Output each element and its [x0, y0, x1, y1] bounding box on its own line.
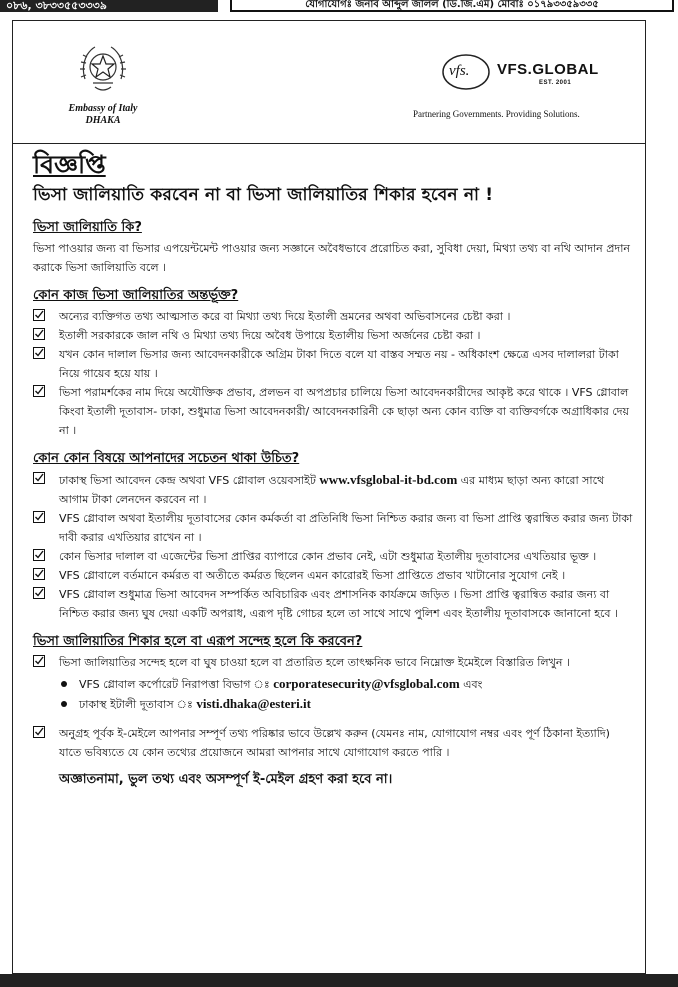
checkbox-icon — [33, 511, 45, 523]
checkbox-icon — [33, 309, 45, 321]
section-what-to-do: ভিসা জালিয়াতির শিকার হলে বা এরূপ সন্দেহ হলে কি করবেন? — [33, 634, 363, 649]
section-what-is-fraud: ভিসা জালিয়াতি কি? — [33, 220, 142, 235]
top-left-text: ০৮৬, ৩৮৩৩৫৫৩৩৩৯ — [0, 0, 218, 12]
email-bullet-embassy — [33, 694, 633, 714]
checkbox-icon — [33, 472, 45, 484]
fraud-act-item — [33, 326, 633, 345]
final-note: অজ্ঞাতনামা, ভুল তথ্য এবং অসম্পূর্ণ ই-মেইল গ্রহণ করা হবে না। — [59, 772, 393, 787]
checkbox-icon — [33, 655, 45, 667]
embassy-title: Embassy of Italy — [68, 103, 138, 114]
top-contact-text: যোগাযোগঃ জনাব আব্দুল জলিল (ডি.জি.এম) মোবাঃ ০১৭৯৩৩৫৯৩৩৫ — [230, 0, 674, 12]
action-text: ভিসা জালিয়াতির সন্দেহ হলে বা ঘুষ চাওয়া হলে বা প্রতারিত হলে তাৎক্ষনিক ভাবে নিম্নোক্ত ইমেইলে বিস্তারিত লিখুন । — [59, 656, 570, 669]
fraud-act-item — [33, 307, 633, 326]
awareness-list — [33, 509, 633, 623]
bullet-label: ঢাকাস্থ ইটালী দূতাবাস ঃ — [79, 698, 197, 711]
bullet-dot-icon — [61, 681, 67, 687]
italy-emblem-icon — [75, 39, 131, 99]
checkbox-icon — [33, 385, 45, 397]
notice-header — [13, 21, 645, 144]
awareness-item-text: VFS গ্লোবাল শুধুমাত্র ভিসা আবেদন সম্পর্কিত অবিচারিক এবং প্রশাসনিক কার্যক্রমে জড়িত । ভিসা প্রাপ্তি ত্বরান্বিত করার জন্য বা নিশ্চিত করার জন্য ঘুষ দেয়া একটি অপরাধ, এরূপ দৃষ্টি গোচর হলে তা সাথে সাথে পুলিশ এবং ইতালীয় দূতাবাসকে জানানো হবে । — [59, 588, 618, 620]
email-bullet-vfs — [33, 674, 633, 694]
awareness-item-text: VFS গ্লোবালে বর্তমানে কর্মরত বা অতীতে কর্মরত ছিলেন এমন কারোরই ভিসা প্রাপ্তিতে প্রভাব খাটানোর সুযোগ নেই । — [59, 569, 566, 582]
vfs-name: VFS.GLOBAL — [497, 61, 599, 78]
checkbox-icon — [33, 568, 45, 580]
checkbox-icon — [33, 347, 45, 359]
section-fraud-acts: কোন কাজ ভিসা জালিয়াতির অন্তর্ভূক্ত? — [33, 288, 239, 303]
fraud-act-item-text: ভিসা পরামর্শকের নাম দিয়ে অযৌক্তিক প্রভাব, প্রলভন বা অপপ্রচার চালিয়ে ভিসা আবেদনকারীদের আকৃষ্ট করে থাকে । VFS গ্লোবাল কিংবা ইতালী দূতাবাস- ঢাকা, শুধুমাত্র ভিসা আবেদনকারী/ আবেদনকারিনী কে ছাড়া অন্য কোন ব্যক্তি বা ব্যক্তিবর্গকে অগ্রাধিকার দেয় না । — [59, 386, 629, 437]
checkbox-icon — [33, 726, 45, 738]
fraud-definition: ভিসা পাওয়ার জন্য বা ভিসার এপয়েন্টমেন্ট পাওয়ার জন্য সজ্ঞানে অবৈধভাবে প্ররোচিত করা, সুবিধা দেয়া, মিথ্যা তথ্য বা নথি আদান প্রদান করাকে ভিসা জালিয়াতি বলে । — [33, 242, 630, 274]
fraud-act-item-text: ইতালী সরকারকে জাল নথি ও মিথ্যা তথ্য দিয়ে অবৈধ উপায়ে ইতালীয় ভিসা অর্জনের চেষ্টা করা । — [59, 329, 481, 342]
embassy-block — [43, 39, 163, 127]
fraud-act-item-text: অন্যের ব্যক্তিগত তথ্য আত্মসাত করে বা মিথ্যা তথ্য দিয়ে ইতালী ভ্রমনের অথবা অভিবাসনের চেষ্টা করা । — [59, 310, 511, 323]
action-item — [33, 724, 633, 762]
awareness-text-a: ঢাকাস্থ ভিসা আবেদন কেন্দ্র অথবা VFS গ্লোবাল ওয়েবসাইট — [59, 474, 320, 487]
embassy-email[interactable]: visti.dhaka@esteri.it — [196, 696, 311, 711]
action-text: অনুগ্রহ পূর্বক ই-মেইলে আপনার সম্পূর্ণ তথ্য পরিষ্কার ভাবে উল্লেখ করুন (যেমনঃ নাম, যোগাযোগ নম্বর এবং পূর্ণ ঠিকানা ইত্যাদি) যাতে ভবিষ্যতে যে কোন তথ্যের প্রয়োজনে আমরা আপনার সাথে যোগাযোগ করতে পারি । — [59, 727, 610, 759]
awareness-item — [33, 566, 633, 585]
vfs-tagline: Partnering Governments. Providing Solutions. — [413, 109, 580, 119]
awareness-item — [33, 470, 633, 509]
notice-subtitle: ভিসা জালিয়াতি করবেন না বা ভিসা জালিয়াতির শিকার হবেন না ! — [33, 185, 494, 205]
vfs-logo-text: vfs. — [449, 63, 470, 79]
embassy-city: DHAKA — [85, 115, 121, 126]
awareness-item-text: কোন ভিসার দালাল বা এজেন্টের ভিসা প্রাপ্তির ব্যাপারে কোন প্রভাব নেই, এটা শুধুমাত্র ইতালীয় দূতাবাসের এখতিয়ার ভূক্ত । — [59, 550, 597, 563]
fraud-act-item-text: যখন কোন দালাল ভিসার জন্য আবেদনকারীকে অগ্রিম টাকা দিতে বলে যা বাস্তব সম্মত নয় - অধিকাংশ ক্ষেত্রে এসব দালালরা টাকা নিয়ে গায়েব হয়ে যায় । — [59, 348, 619, 380]
awareness-item — [33, 509, 633, 547]
fraud-act-item — [33, 345, 633, 383]
notice-box — [12, 20, 646, 974]
bullet-dot-icon — [61, 701, 67, 707]
checkbox-icon — [33, 328, 45, 340]
notice-title: বিজ্ঞপ্তি — [33, 150, 106, 179]
awareness-text-b: এর মাধ্যম ছাড়া অন্য কারো সাথে আগাম টাকা লেনদেন করবেন না । — [59, 474, 605, 506]
vfs-website-link[interactable]: www.vfsglobal-it-bd.com — [319, 472, 458, 487]
fraud-acts-list — [33, 307, 633, 440]
awareness-item — [33, 547, 633, 566]
vfs-security-email[interactable]: corporatesecurity@vfsglobal.com — [273, 676, 460, 691]
checkbox-icon — [33, 587, 45, 599]
notice-body — [33, 149, 633, 790]
bullet-suffix: এবং — [459, 678, 483, 691]
top-strip — [0, 0, 678, 14]
bullet-label: VFS গ্লোবাল কর্পোরেট নিরাপত্তা বিভাগ ঃ — [79, 678, 274, 691]
checkbox-icon — [33, 549, 45, 561]
awareness-item — [33, 585, 633, 623]
bottom-bar — [0, 974, 678, 987]
fraud-act-item — [33, 383, 633, 440]
awareness-item-text: VFS গ্লোবাল অথবা ইতালীয় দূতাবাসের কোন কর্মকর্তা বা প্রতিনিধি ভিসা নিশ্চিত করার জন্য বা ভিসা প্রাপ্তি ত্বরান্বিত করার জন্য টাকা দাবী করার এখতিয়ার রাখেন না । — [59, 512, 633, 544]
vfs-est: EST. 2001 — [539, 80, 572, 86]
section-awareness: কোন কোন বিষয়ে আপনাদের সচেতন থাকা উচিত? — [33, 451, 300, 466]
action-item — [33, 653, 633, 672]
